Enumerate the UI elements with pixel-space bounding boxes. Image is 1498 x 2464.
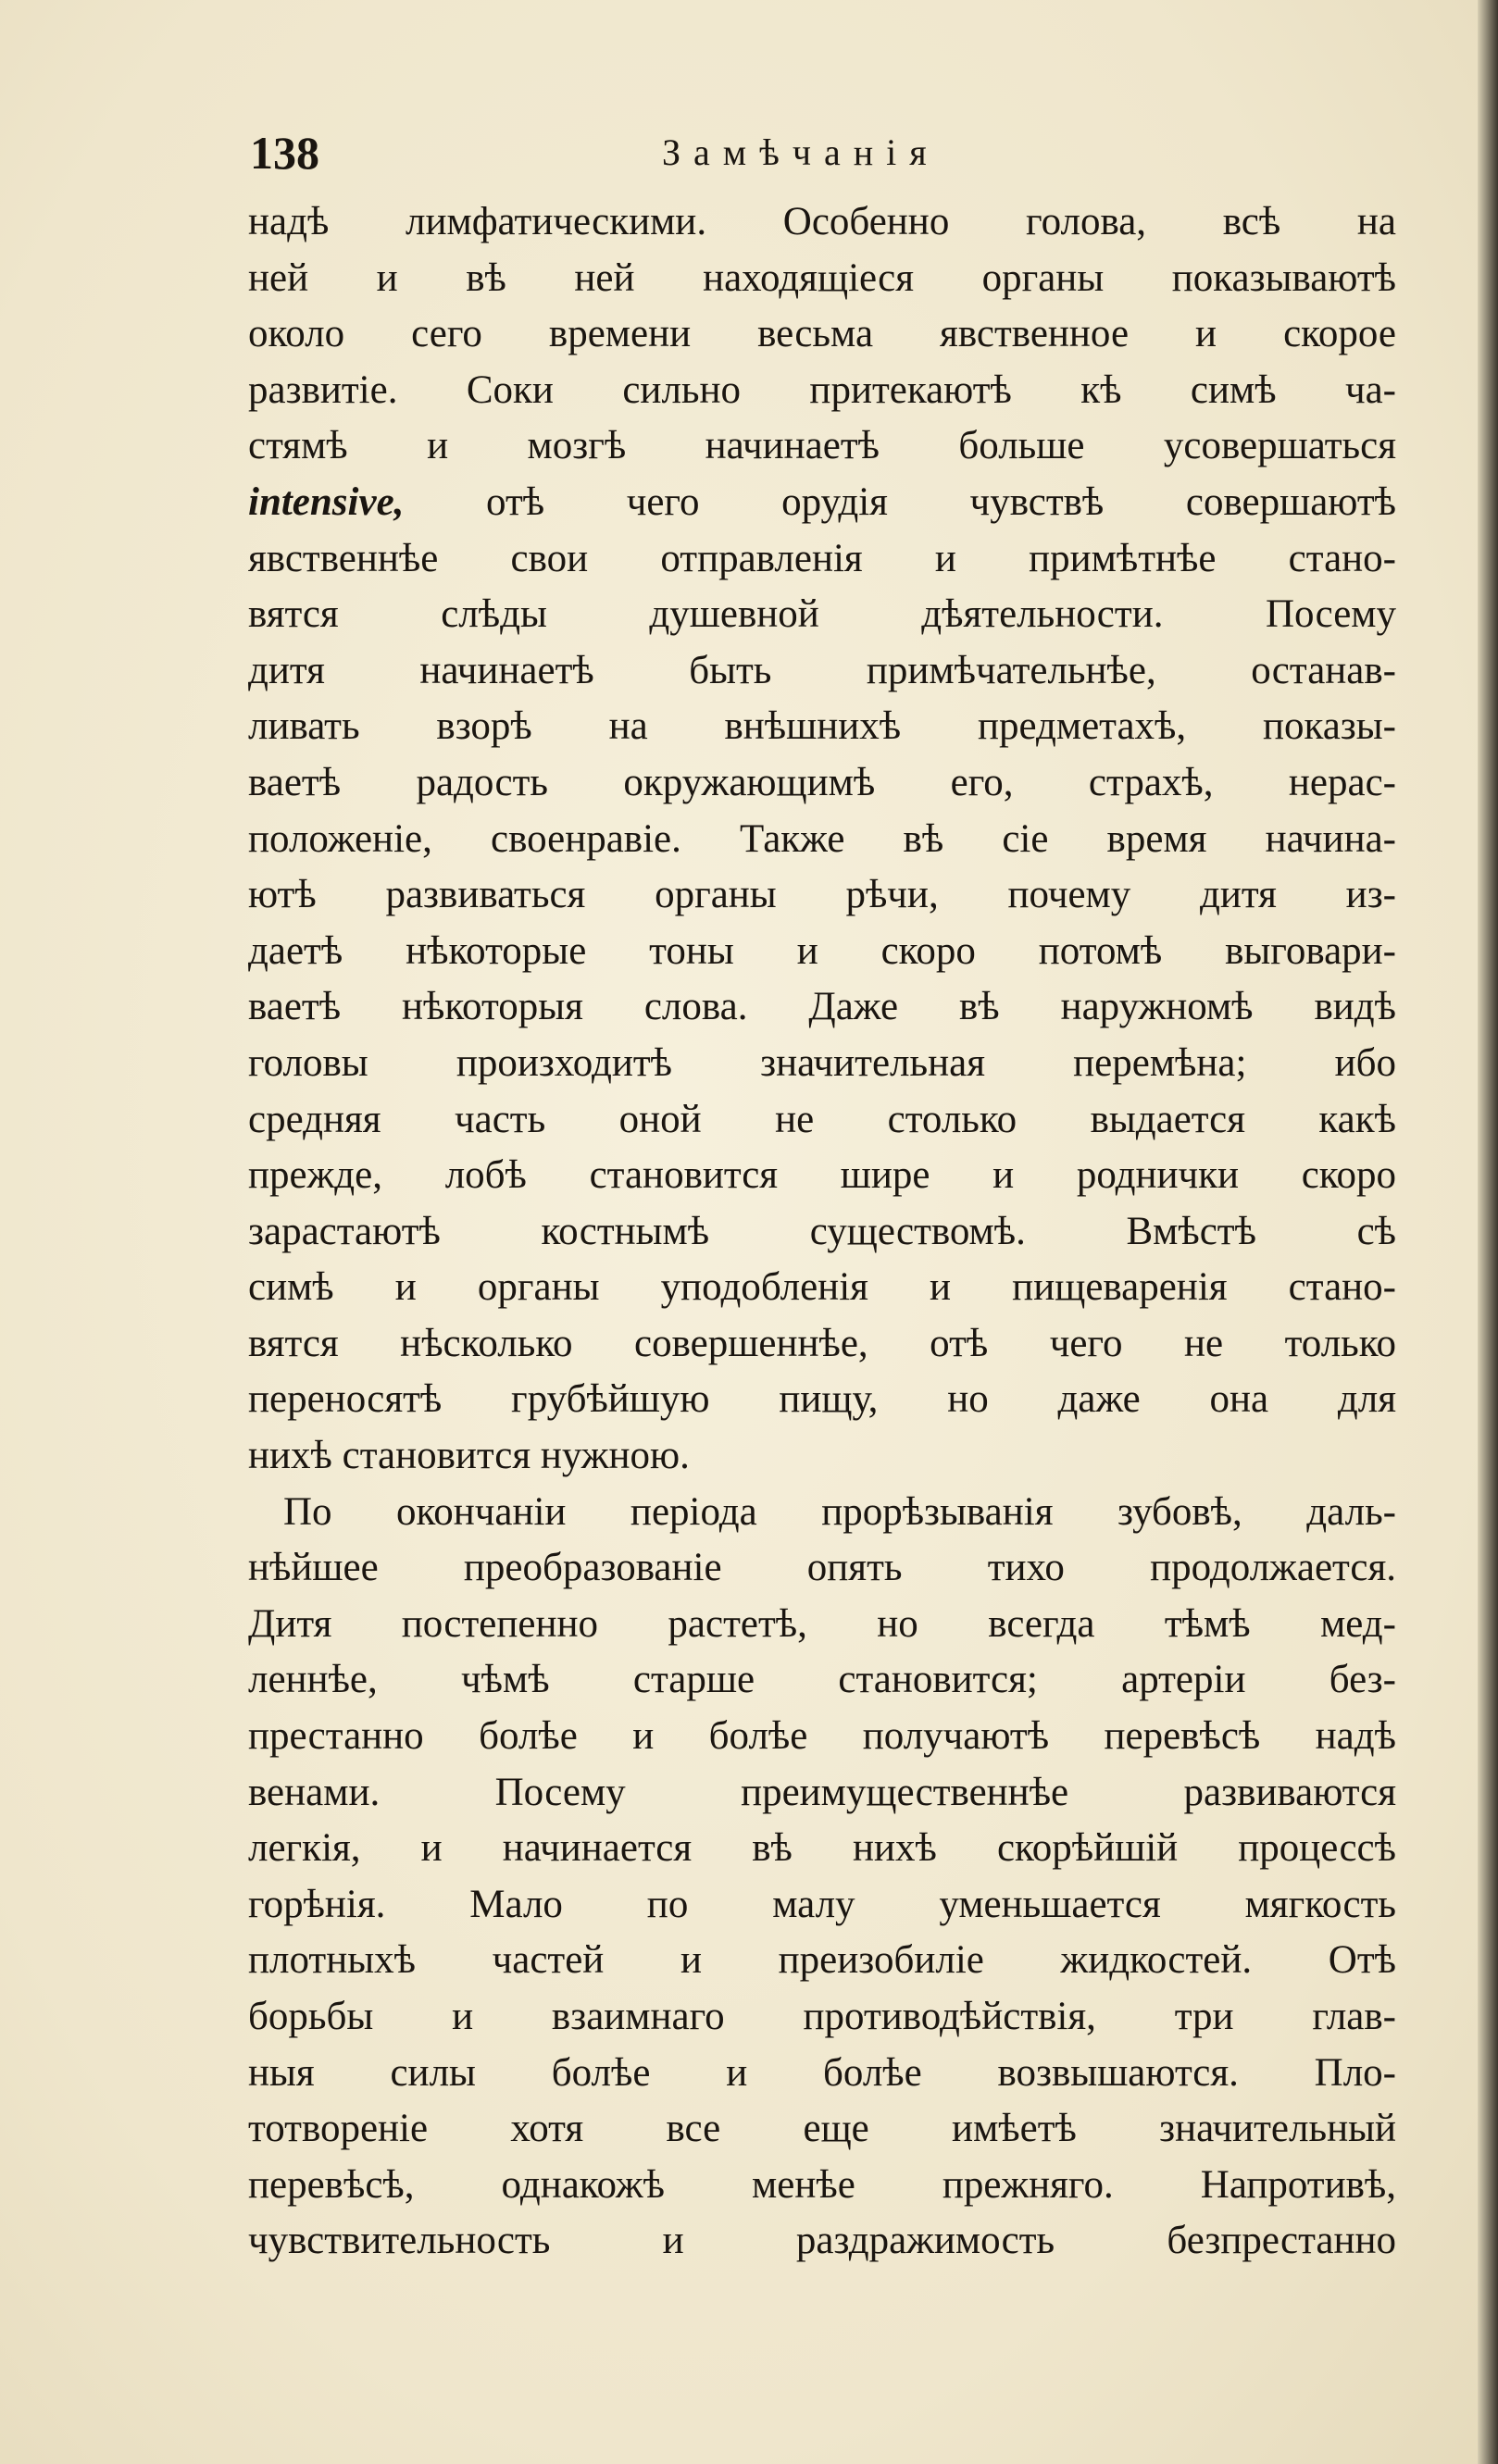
text-line: переносятѣ грубѣйшую пищу, но даже она для xyxy=(248,1377,1396,1422)
text-line: ливать взорѣ на внѣшнихѣ предметахѣ, показы- xyxy=(248,704,1396,749)
text-line: явственнѣе свои отправленія и примѣтнѣе стано- xyxy=(248,536,1396,580)
text-line: около сего времени весьма явственное и скорое xyxy=(248,312,1396,356)
page-header xyxy=(250,120,1389,185)
text-line: тотвореніе хотя все еще имѣетѣ значительный xyxy=(248,2107,1396,2151)
text-line: чувствительность и раздражимость безпрестанно xyxy=(248,2219,1396,2263)
text-line: горѣнія. Мало по малу уменьшается мягкость xyxy=(248,1882,1396,1926)
text-line: вятся слѣды душевной дѣятельности. Посему xyxy=(248,592,1396,637)
text-line: венами. Посему преимущественнѣе развиваются xyxy=(248,1770,1396,1814)
italic-word: intensive, xyxy=(248,479,405,524)
body-text xyxy=(248,194,1396,2270)
text-line: престанно болѣе и болѣе получаютѣ перевѣсѣ надѣ xyxy=(248,1714,1396,1759)
text-line: положеніе, своенравіе. Также вѣ сіе время начина- xyxy=(248,816,1396,861)
text-line: легкія, и начинается вѣ нихѣ скорѣйшій процессѣ xyxy=(248,1826,1396,1871)
text-line: перевѣсѣ, однакожѣ менѣе прежняго. Напротивѣ, xyxy=(248,2162,1396,2207)
text-line: зарастаютѣ костнымѣ существомѣ. Вмѣстѣ сѣ xyxy=(248,1209,1396,1253)
text-line: нѣйшее преобразованіе опять тихо продолжается. xyxy=(248,1546,1396,1590)
text-line-rest: отѣ чего орудія чувствѣ совершаютѣ xyxy=(404,479,1396,524)
running-title: Замѣчанія xyxy=(662,131,940,173)
text-line: средняя часть оной не столько выдается какѣ xyxy=(248,1097,1396,1141)
text-line: развитіе. Соки сильно притекаютѣ кѣ симѣ ча- xyxy=(248,367,1396,412)
text-line: ней и вѣ ней находящіеся органы показываютѣ xyxy=(248,255,1396,300)
text-line: вятся нѣсколько совершеннѣе, отѣ чего не только xyxy=(248,1321,1396,1365)
text-line: нихѣ становится нужною. xyxy=(248,1434,690,1478)
text-line: По окончаніи періода прорѣзыванія зубовѣ, даль- xyxy=(283,1489,1396,1534)
text-line: леннѣе, чѣмѣ старше становится; артеріи без- xyxy=(248,1658,1396,1702)
text-line: ныя силы болѣе и болѣе возвышаются. Пло- xyxy=(248,2050,1396,2095)
text-line: борьбы и взаимнаго противодѣйствія, три глав- xyxy=(248,1995,1396,2038)
page-number: 138 xyxy=(250,127,319,179)
text-line: симѣ и органы уподобленія и пищеваренія стано- xyxy=(248,1265,1396,1310)
text-line: ваетѣ радость окружающимѣ его, страхѣ, нерас- xyxy=(248,760,1396,804)
text-line: Дитя постепенно растетѣ, но всегда тѣмѣ мед- xyxy=(248,1601,1396,1646)
text-line-italic-lead xyxy=(248,475,1396,531)
page-edge-shadow xyxy=(1478,0,1498,2464)
text-line: ютѣ развиваться органы рѣчи, почему дитя из- xyxy=(248,873,1396,917)
text-line: прежде, лобѣ становится шире и роднички скоро xyxy=(248,1153,1396,1198)
text-line: плотныхѣ частей и преизобиліе жидкостей. Отѣ xyxy=(248,1938,1396,1983)
text-line: дитя начинаетѣ быть примѣчательнѣе, останав- xyxy=(248,648,1396,692)
text-line: даетѣ нѣкоторые тоны и скоро потомѣ выговари- xyxy=(248,928,1396,973)
text-line: надѣ лимфатическими. Особенно голова, всѣ на xyxy=(248,200,1396,243)
text-line: ваетѣ нѣкоторыя слова. Даже вѣ наружномѣ видѣ xyxy=(248,985,1396,1029)
text-line: головы произходитѣ значительная перемѣна; ибо xyxy=(248,1040,1396,1085)
text-line: стямѣ и мозгѣ начинаетѣ больше усовершаться xyxy=(248,424,1396,468)
